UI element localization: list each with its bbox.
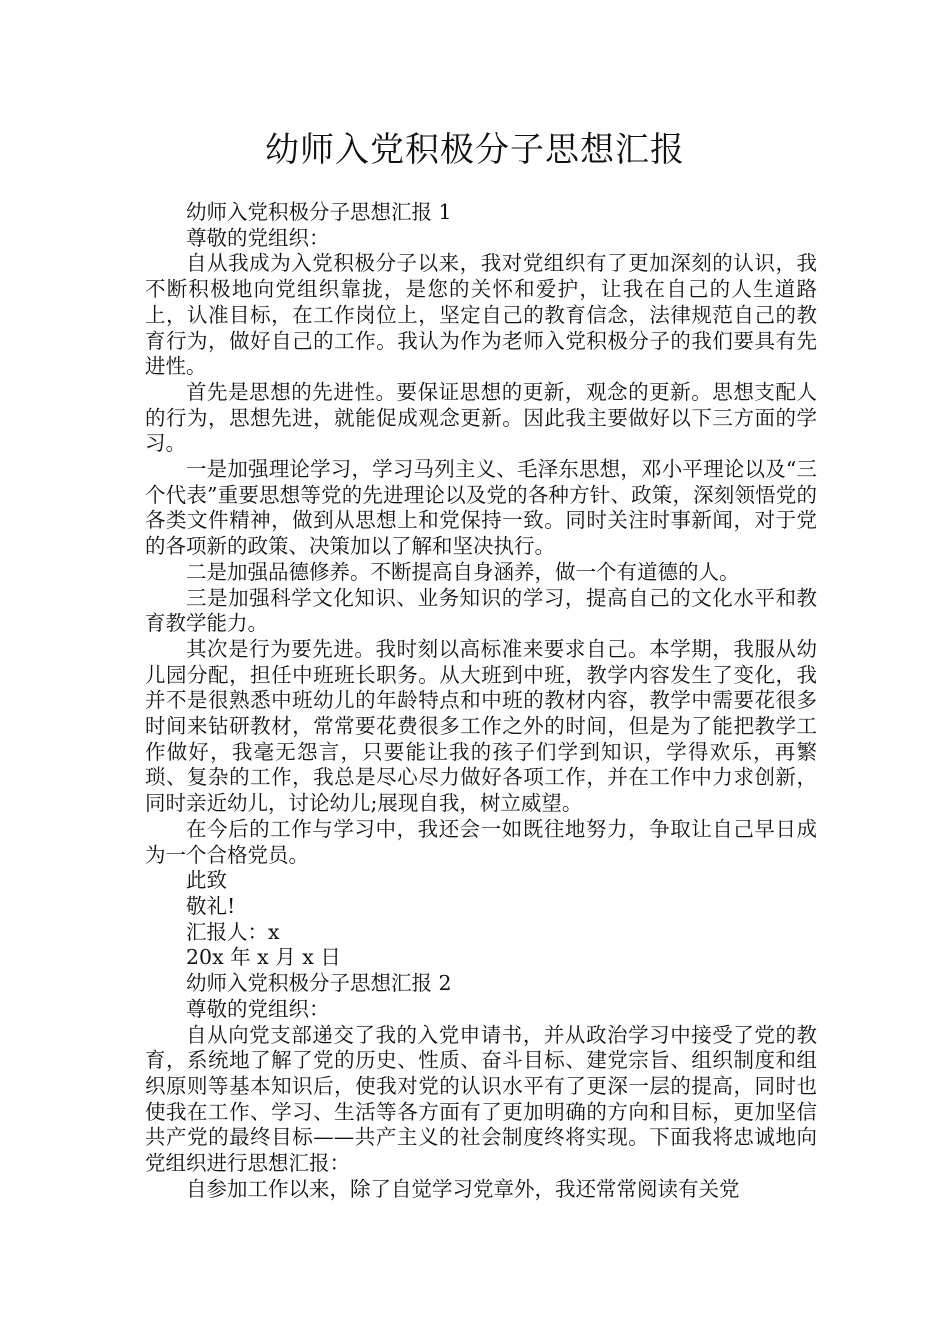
paragraph: 在今后的工作与学习中，我还会一如既往地努力，争取让自己早日成为一个合格党员。 bbox=[145, 816, 817, 867]
paragraph: 其次是行为要先进。我时刻以高标准来要求自己。本学期，我服从幼儿园分配，担任中班班长职务。从大班到中班，教学内容发生了变化，我并不是很熟悉中班幼儿的年龄特点和中班的教材内容，教学中需要花很多时间来钻研教材，常常要花费很多工作之外的时间，但是为了能把教学工作做好，我毫无怨言，只要能让我的孩子们学到知识，学得欢乐，再繁琐、复杂的工作，我总是尽心尽力做好各项工作，并在工作中力求创新，同时亲近幼儿，讨论幼儿;展现自我，树立威望。 bbox=[145, 636, 817, 816]
paragraph: 三是加强科学文化知识、业务知识的学习，提高自己的文化水平和教育教学能力。 bbox=[145, 585, 817, 636]
document-title: 幼师入党积极分子思想汇报 bbox=[265, 130, 685, 170]
paragraph: 自从向党支部递交了我的入党申请书，并从政治学习中接受了党的教育，系统地了解了党的历史、性质、奋斗目标、建党宗旨、组织制度和组织原则等基本知识后，使我对党的认识水平有了更深一层的提高，同时也使我在工作、学习、生活等各方面有了更加明确的方向和目标，更加坚信共产党的最终目标——共产主义的社会制度终将实现。下面我将忠诚地向党组织进行思想汇报： bbox=[145, 1022, 817, 1176]
paragraph: 自参加工作以来，除了自觉学习党章外，我还常常阅读有关党 bbox=[186, 1176, 740, 1201]
closing-regards: 敬礼! bbox=[186, 893, 236, 918]
closing-line: 此致 bbox=[186, 868, 227, 893]
date-line: 20x 年 x 月 x 日 bbox=[186, 945, 341, 970]
paragraph: 自从我成为入党积极分子以来，我对党组织有了更加深刻的认识，我不断积极地向党组织靠拢，是您的关怀和爱护，让我在自己的人生道路上，认准目标，在工作岗位上，坚定自己的教育信念，法律规范自己的教育行为，做好自己的工作。我认为作为老师入党积极分子的我们要具有先进性。 bbox=[145, 251, 817, 379]
document-body bbox=[145, 200, 817, 1202]
report-2-heading: 幼师入党积极分子思想汇报 2 bbox=[186, 971, 452, 996]
paragraph: 首先是思想的先进性。要保证思想的更新，观念的更新。思想支配人的行为，思想先进，就能促成观念更新。因此我主要做好以下三方面的学习。 bbox=[145, 379, 817, 456]
paragraph: 二是加强品德修养。不断提高自身涵养，做一个有道德的人。 bbox=[186, 559, 740, 584]
salutation: 尊敬的党组织： bbox=[186, 225, 330, 250]
report-1-heading: 幼师入党积极分子思想汇报 1 bbox=[186, 200, 452, 224]
salutation: 尊敬的党组织： bbox=[186, 996, 330, 1021]
paragraph: 一是加强理论学习，学习马列主义、毛泽东思想，邓小平理论以及“三个代表”重要思想等党的先进理论以及党的各种方针、政策，深刻领悟党的各类文件精神，做到从思想上和党保持一致。同时关注时事新闻，对于党的各项新的政策、决策加以了解和坚决执行。 bbox=[145, 457, 817, 559]
reporter-line: 汇报人：x bbox=[186, 919, 280, 944]
